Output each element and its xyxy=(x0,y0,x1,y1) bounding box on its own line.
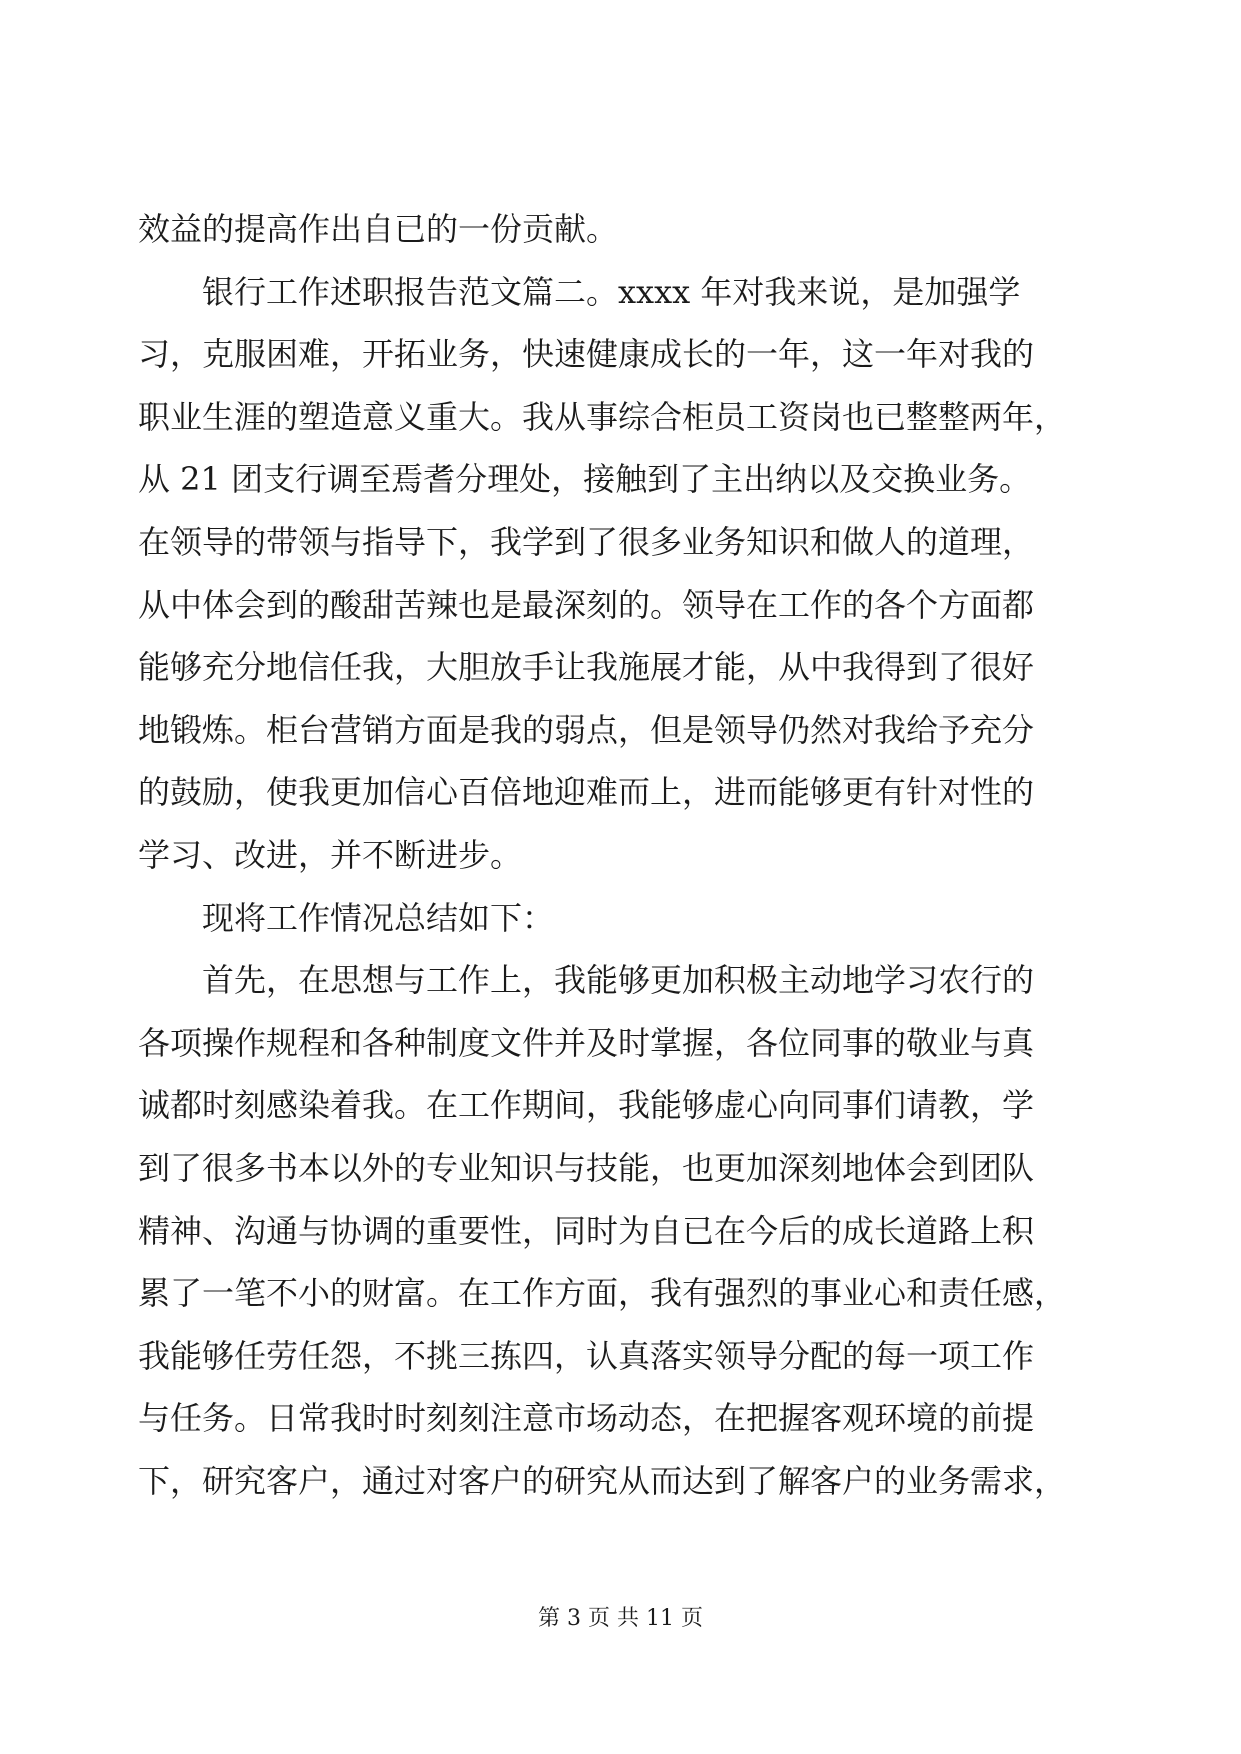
text-line: 诚都时刻感染着我。在工作期间，我能够虚心向同事们请教，学 xyxy=(138,1086,1035,1125)
text-line: 能够充分地信任我，大胆放手让我施展才能，从中我得到了很好 xyxy=(138,648,1035,687)
text-line: 各项操作规程和各种制度文件并及时掌握，各位同事的敬业与真 xyxy=(138,1023,1035,1062)
text-line: 现将工作情况总结如下： xyxy=(138,898,555,937)
text-line: 精神、沟通与协调的重要性，同时为自已在今后的成长道路上积 xyxy=(138,1211,1035,1250)
text-line: 在领导的带领与指导下，我学到了很多业务知识和做人的道理， xyxy=(138,522,1035,561)
text-line: 与任务。日常我时时刻刻注意市场动态，在把握客观环境的前提 xyxy=(138,1399,1035,1438)
text-line: 下，研究客户，通过对客户的研究从而达到了解客户的业务需求， xyxy=(138,1461,1067,1500)
text-line: 地锻炼。柜台营销方面是我的弱点，但是领导仍然对我给予充分 xyxy=(138,710,1035,749)
text-line: 首先，在思想与工作上，我能够更加积极主动地学习农行的 xyxy=(138,961,1035,1000)
page-number-footer: 第 3 页 共 11 页 xyxy=(538,1606,703,1631)
text-line: 我能够任劳任怨，不挑三拣四，认真落实领导分配的每一项工作 xyxy=(138,1336,1035,1375)
text-line: 到了很多书本以外的专业知识与技能，也更加深刻地体会到团队 xyxy=(138,1148,1035,1187)
text-line: 从 21 团支行调至焉耆分理处，接触到了主出纳以及交换业务。 xyxy=(138,460,1032,499)
text-line: 习，克服困难，开拓业务，快速健康成长的一年，这一年对我的 xyxy=(138,335,1035,374)
body-text xyxy=(138,198,1083,1512)
text-line: 累了一笔不小的财富。在工作方面，我有强烈的事业心和责任感， xyxy=(138,1274,1067,1313)
text-line: 学习、改进，并不断进步。 xyxy=(138,835,523,874)
text-line: 的鼓励，使我更加信心百倍地迎难而上，进而能够更有针对性的 xyxy=(138,773,1035,812)
text-line: 职业生涯的塑造意义重大。我从事综合柜员工资岗也已整整两年， xyxy=(138,397,1067,436)
text-line: 银行工作述职报告范文篇二。xxxx 年对我来说，是加强学 xyxy=(138,272,1021,311)
text-line: 从中体会到的酸甜苦辣也是最深刻的。领导在工作的各个方面都 xyxy=(138,585,1035,624)
text-line: 效益的提高作出自已的一份贡献。 xyxy=(138,210,619,248)
